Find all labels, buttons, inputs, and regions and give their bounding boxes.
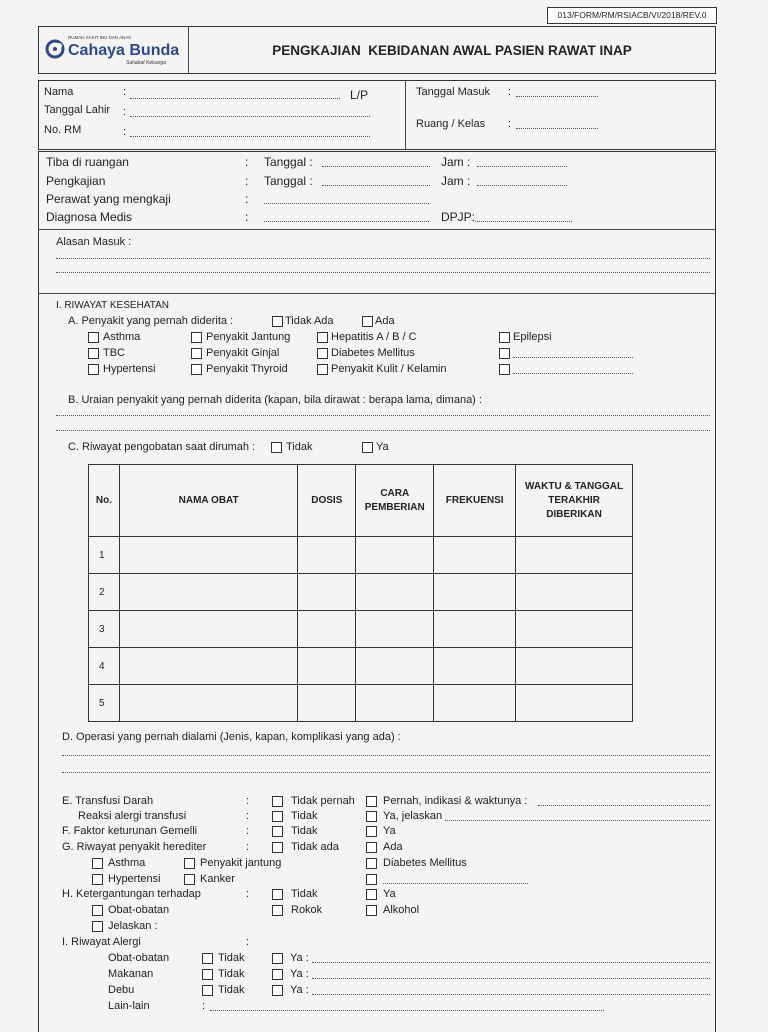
alergi-debu-label: Debu: [108, 984, 135, 996]
cell[interactable]: [298, 648, 356, 685]
alergi-obat-tidak-label: Tidak: [218, 952, 245, 964]
alasan-line-2[interactable]: [56, 272, 710, 273]
table-row: [89, 537, 633, 574]
table-row: [89, 611, 633, 648]
epilepsi-checkbox[interactable]: [499, 332, 510, 343]
row-number: 2: [89, 574, 120, 611]
alergi-obat-field[interactable]: [312, 962, 710, 963]
alergi-obat-ya-checkbox[interactable]: [272, 953, 283, 964]
transfusi-tidak-label: Tidak pernah: [291, 795, 355, 807]
row-number: 1: [89, 537, 120, 574]
col-frekuensi: FREKUENSI: [434, 465, 516, 537]
alergi-obat-tidak-checkbox[interactable]: [202, 953, 213, 964]
kulit-label: Penyakit Kulit / Kelamin: [331, 363, 447, 375]
cell[interactable]: [298, 574, 356, 611]
cell[interactable]: [356, 537, 434, 574]
jelaskan-checkbox[interactable]: [92, 921, 103, 932]
alasan-line-1[interactable]: [56, 258, 710, 259]
ginjal-checkbox[interactable]: [191, 348, 202, 359]
cell[interactable]: [119, 648, 297, 685]
no-rm-label: No. RM: [44, 124, 82, 136]
alergi-makanan-label: Makanan: [108, 968, 154, 980]
other-disease-2-checkbox[interactable]: [499, 364, 510, 375]
epilepsi-label: Epilepsi: [513, 331, 552, 343]
thyroid-label: Penyakit Thyroid: [206, 363, 288, 375]
table-row: [89, 685, 633, 722]
tgl-masuk-colon: :: [508, 86, 512, 98]
reaksi-colon: :: [246, 810, 250, 822]
reaksi-ya-checkbox[interactable]: [366, 811, 377, 822]
penyakit-tidak-ada-checkbox[interactable]: [272, 316, 283, 327]
cell[interactable]: [516, 537, 633, 574]
pengkajian-jam: Jam :: [441, 174, 471, 188]
other-disease-2-field[interactable]: [513, 373, 633, 374]
cell[interactable]: [356, 685, 434, 722]
reaksi-label: Reaksi alergi transfusi: [78, 810, 187, 822]
herediter-label: G. Riwayat penyakit herediter: [62, 841, 207, 853]
hypertensi-label: Hypertensi: [103, 363, 156, 375]
col-dosis: DOSIS: [298, 465, 356, 537]
section1-title: I. RIWAYAT KESEHATAN: [56, 300, 169, 311]
dpjp-field[interactable]: [475, 221, 572, 222]
tgl-lahir-label: Tanggal Lahir: [44, 104, 111, 116]
medication-table: [88, 464, 633, 722]
tiba-colon: :: [245, 155, 249, 169]
cell[interactable]: [434, 685, 516, 722]
nama-colon: :: [123, 86, 127, 98]
col-waktu-terakhir: WAKTU & TANGGAL TERAKHIR DIBERIKAN: [516, 465, 633, 537]
diagnosa-field[interactable]: [264, 221, 429, 222]
alergi-makanan-ya-checkbox[interactable]: [272, 969, 283, 980]
ketergantungan-label: H. Ketergantungan terhadap: [62, 888, 201, 900]
cell[interactable]: [119, 574, 297, 611]
cell[interactable]: [434, 611, 516, 648]
transfusi-pernah-checkbox[interactable]: [366, 796, 377, 807]
obat-label: Obat-obatan: [108, 904, 170, 916]
cell[interactable]: [434, 648, 516, 685]
other-disease-1-field[interactable]: [513, 357, 633, 358]
tgl-lahir-field[interactable]: [130, 116, 370, 117]
cell[interactable]: [516, 574, 633, 611]
gemelli-ya-label: Ya: [383, 825, 396, 837]
pengobatan-tidak-label: Tidak: [286, 441, 313, 453]
cell[interactable]: [119, 611, 297, 648]
pengkajian-label: Pengkajian: [46, 174, 106, 188]
patient-divider: [405, 80, 406, 149]
cell[interactable]: [119, 537, 297, 574]
ketergantungan-tidak-checkbox[interactable]: [272, 889, 283, 900]
col-cara-pemberian: CARA PEMBERIAN: [356, 465, 434, 537]
tiba-jam-field[interactable]: [477, 166, 567, 167]
gemelli-tidak-checkbox[interactable]: [272, 826, 283, 837]
reaksi-tidak-label: Tidak: [291, 810, 318, 822]
uraian-line-1[interactable]: [56, 415, 710, 416]
alkohol-label: Alkohol: [383, 904, 420, 916]
alergi-debu-field[interactable]: [312, 994, 710, 995]
form-code: 013/FORM/RM/RSIACB/VI/2018/REV.0: [547, 7, 717, 24]
herediter-diabetes-checkbox[interactable]: [366, 858, 377, 869]
penyakit-ada-checkbox[interactable]: [362, 316, 373, 327]
perawat-colon: :: [245, 192, 249, 206]
cell[interactable]: [356, 574, 434, 611]
tiba-jam: Jam :: [441, 155, 471, 169]
alergi-debu-tidak-label: Tidak: [218, 984, 245, 996]
row-number: 5: [89, 685, 120, 722]
alergi-lain-label: Lain-lain: [108, 1000, 150, 1012]
penyakit-tidak-ada-label: Tidak Ada: [285, 315, 334, 327]
reaksi-field[interactable]: [445, 820, 710, 821]
herediter-ada-label: Ada: [383, 841, 403, 853]
alergi-makanan-tidak-checkbox[interactable]: [202, 969, 213, 980]
cell[interactable]: [298, 537, 356, 574]
herediter-hypertensi-label: Hypertensi: [108, 873, 161, 885]
gemelli-label: F. Faktor keturunan Gemelli: [62, 825, 198, 837]
herediter-asthma-checkbox[interactable]: [92, 858, 103, 869]
pengkajian-tanggal-field[interactable]: [322, 185, 430, 186]
reaksi-tidak-checkbox[interactable]: [272, 811, 283, 822]
alergi-obat-label: Obat-obatan: [108, 952, 170, 964]
dpjp-label: DPJP:: [441, 210, 476, 224]
penyakit-label: A. Penyakit yang pernah diderita :: [68, 315, 234, 327]
ginjal-label: Penyakit Ginjal: [206, 347, 280, 359]
col-nama-obat: NAMA OBAT: [119, 465, 297, 537]
transfusi-label: E. Transfusi Darah: [62, 795, 154, 807]
no-rm-field[interactable]: [130, 136, 370, 137]
cell[interactable]: [516, 611, 633, 648]
tbc-checkbox[interactable]: [88, 348, 99, 359]
obat-checkbox[interactable]: [92, 905, 103, 916]
alergi-makanan-tidak-label: Tidak: [218, 968, 245, 980]
row-number: 3: [89, 611, 120, 648]
alergi-debu-ya-checkbox[interactable]: [272, 985, 283, 996]
penyakit-ada-label: Ada: [375, 315, 395, 327]
cell[interactable]: [434, 537, 516, 574]
lp-label: L/P: [350, 88, 369, 102]
rokok-checkbox[interactable]: [272, 905, 283, 916]
divider-riwayat: [38, 293, 715, 294]
pengkajian-tanggal: Tanggal :: [264, 174, 313, 188]
ketergantungan-colon: :: [246, 888, 250, 900]
logo-name: Cahaya Bunda: [68, 42, 180, 59]
ketergantungan-ya-checkbox[interactable]: [366, 889, 377, 900]
cell[interactable]: [356, 648, 434, 685]
herediter-other-field[interactable]: [383, 883, 528, 884]
transfusi-pernah-label: Pernah, indikasi & waktunya :: [383, 795, 528, 807]
diagnosa-label: Diagnosa Medis: [46, 210, 133, 224]
tiba-tanggal: Tanggal :: [264, 155, 313, 169]
alergi-makanan-field[interactable]: [312, 978, 710, 979]
operasi-label: D. Operasi yang pernah dialami (Jenis, kapan, komplikasi yang ada) :: [62, 731, 401, 743]
row-number: 4: [89, 648, 120, 685]
uraian-line-2[interactable]: [56, 430, 710, 431]
tgl-masuk-field[interactable]: [516, 96, 598, 97]
col-no: No.: [89, 465, 120, 537]
herediter-jantung-checkbox[interactable]: [184, 858, 195, 869]
pengobatan-label: C. Riwayat pengobatan saat dirumah :: [68, 441, 256, 453]
patient-box: [38, 80, 716, 150]
herediter-hypertensi-checkbox[interactable]: [92, 874, 103, 885]
jantung-checkbox[interactable]: [191, 332, 202, 343]
uraian-label: B. Uraian penyakit yang pernah diderita (kapan, bila dirawat : berapa lama, dimana) :: [68, 394, 482, 406]
tiba-label: Tiba di ruangan: [46, 155, 129, 169]
hospital-logo: [44, 33, 184, 67]
herediter-jantung-label: Penyakit jantung: [200, 857, 282, 869]
alergi-debu-tidak-checkbox[interactable]: [202, 985, 213, 996]
ruang-field[interactable]: [516, 128, 598, 129]
cell[interactable]: [516, 648, 633, 685]
reaksi-ya-label: Ya, jelaskan: [383, 810, 443, 822]
transfusi-pernah-field[interactable]: [538, 805, 710, 806]
jelaskan-label: Jelaskan :: [108, 920, 158, 932]
alergi-makanan-ya-label: Ya :: [290, 968, 309, 980]
diagnosa-colon: :: [245, 210, 249, 224]
pengobatan-ya-label: Ya: [376, 441, 389, 453]
hepatitis-label: Hepatitis A / B / C: [331, 331, 417, 343]
asthma-checkbox[interactable]: [88, 332, 99, 343]
pengkajian-colon: :: [245, 174, 249, 188]
herediter-kanker-checkbox[interactable]: [184, 874, 195, 885]
nama-field[interactable]: [130, 98, 340, 99]
cell[interactable]: [516, 685, 633, 722]
tgl-masuk-label: Tanggal Masuk: [416, 86, 490, 98]
alergi-lain-colon: :: [202, 1000, 206, 1012]
logo-tagline: Sahabat Keluarga: [126, 60, 167, 66]
table-header-row: [89, 465, 633, 537]
thyroid-checkbox[interactable]: [191, 364, 202, 375]
pengkajian-jam-field[interactable]: [477, 185, 567, 186]
header-divider: [188, 26, 189, 73]
no-rm-colon: :: [123, 126, 127, 138]
ketergantungan-ya-label: Ya: [383, 888, 396, 900]
nama-label: Nama: [44, 86, 74, 98]
gemelli-ya-checkbox[interactable]: [366, 826, 377, 837]
alergi-lain-field[interactable]: [210, 1010, 604, 1011]
hypertensi-checkbox[interactable]: [88, 364, 99, 375]
perawat-label: Perawat yang mengkaji: [46, 192, 171, 206]
table-row: [89, 648, 633, 685]
rokok-label: Rokok: [291, 904, 323, 916]
gemelli-colon: :: [246, 825, 250, 837]
cell[interactable]: [434, 574, 516, 611]
alergi-colon: :: [246, 936, 250, 948]
table-row: [89, 574, 633, 611]
tbc-label: TBC: [103, 347, 125, 359]
operasi-line-2[interactable]: [62, 772, 710, 773]
pengobatan-ya-checkbox[interactable]: [362, 442, 373, 453]
herediter-kanker-label: Kanker: [200, 873, 235, 885]
herediter-other-checkbox[interactable]: [366, 874, 377, 885]
ruang-colon: :: [508, 118, 512, 130]
transfusi-colon: :: [246, 795, 250, 807]
herediter-tidak-label: Tidak ada: [291, 841, 339, 853]
ruang-label: Ruang / Kelas: [416, 118, 486, 130]
ketergantungan-tidak-label: Tidak: [291, 888, 318, 900]
pengobatan-tidak-checkbox[interactable]: [271, 442, 282, 453]
alasan-label: Alasan Masuk :: [56, 236, 132, 248]
page-title: PENGKAJIAN KEBIDANAN AWAL PASIEN RAWAT INAP: [272, 43, 632, 58]
herediter-ada-checkbox[interactable]: [366, 842, 377, 853]
gemelli-tidak-label: Tidak: [291, 825, 318, 837]
tiba-tanggal-field[interactable]: [322, 166, 430, 167]
jantung-label: Penyakit Jantung: [206, 331, 291, 343]
kulit-checkbox[interactable]: [317, 364, 328, 375]
asthma-label: Asthma: [103, 331, 141, 343]
alergi-label: I. Riwayat Alergi: [62, 936, 141, 948]
logo-mark-icon: [44, 37, 66, 61]
diabetes-label: Diabetes Mellitus: [331, 347, 415, 359]
herediter-tidak-checkbox[interactable]: [272, 842, 283, 853]
cell[interactable]: [298, 611, 356, 648]
cell[interactable]: [356, 611, 434, 648]
transfusi-tidak-checkbox[interactable]: [272, 796, 283, 807]
perawat-field[interactable]: [264, 203, 429, 204]
operasi-line-1[interactable]: [62, 755, 710, 756]
logo-small-text: RUMAH SAKIT IBU DAN ANAK: [68, 35, 132, 40]
herediter-asthma-label: Asthma: [108, 857, 146, 869]
cell[interactable]: [119, 685, 297, 722]
tgl-lahir-colon: :: [123, 106, 127, 118]
alkohol-checkbox[interactable]: [366, 905, 377, 916]
alergi-debu-ya-label: Ya :: [290, 984, 309, 996]
herediter-diabetes-label: Diabetes Mellitus: [383, 857, 467, 869]
alergi-obat-ya-label: Ya :: [290, 952, 309, 964]
hepatitis-checkbox[interactable]: [317, 332, 328, 343]
other-disease-1-checkbox[interactable]: [499, 348, 510, 359]
diabetes-checkbox[interactable]: [317, 348, 328, 359]
cell[interactable]: [298, 685, 356, 722]
herediter-colon: :: [246, 841, 250, 853]
divider-alasan: [38, 229, 715, 230]
